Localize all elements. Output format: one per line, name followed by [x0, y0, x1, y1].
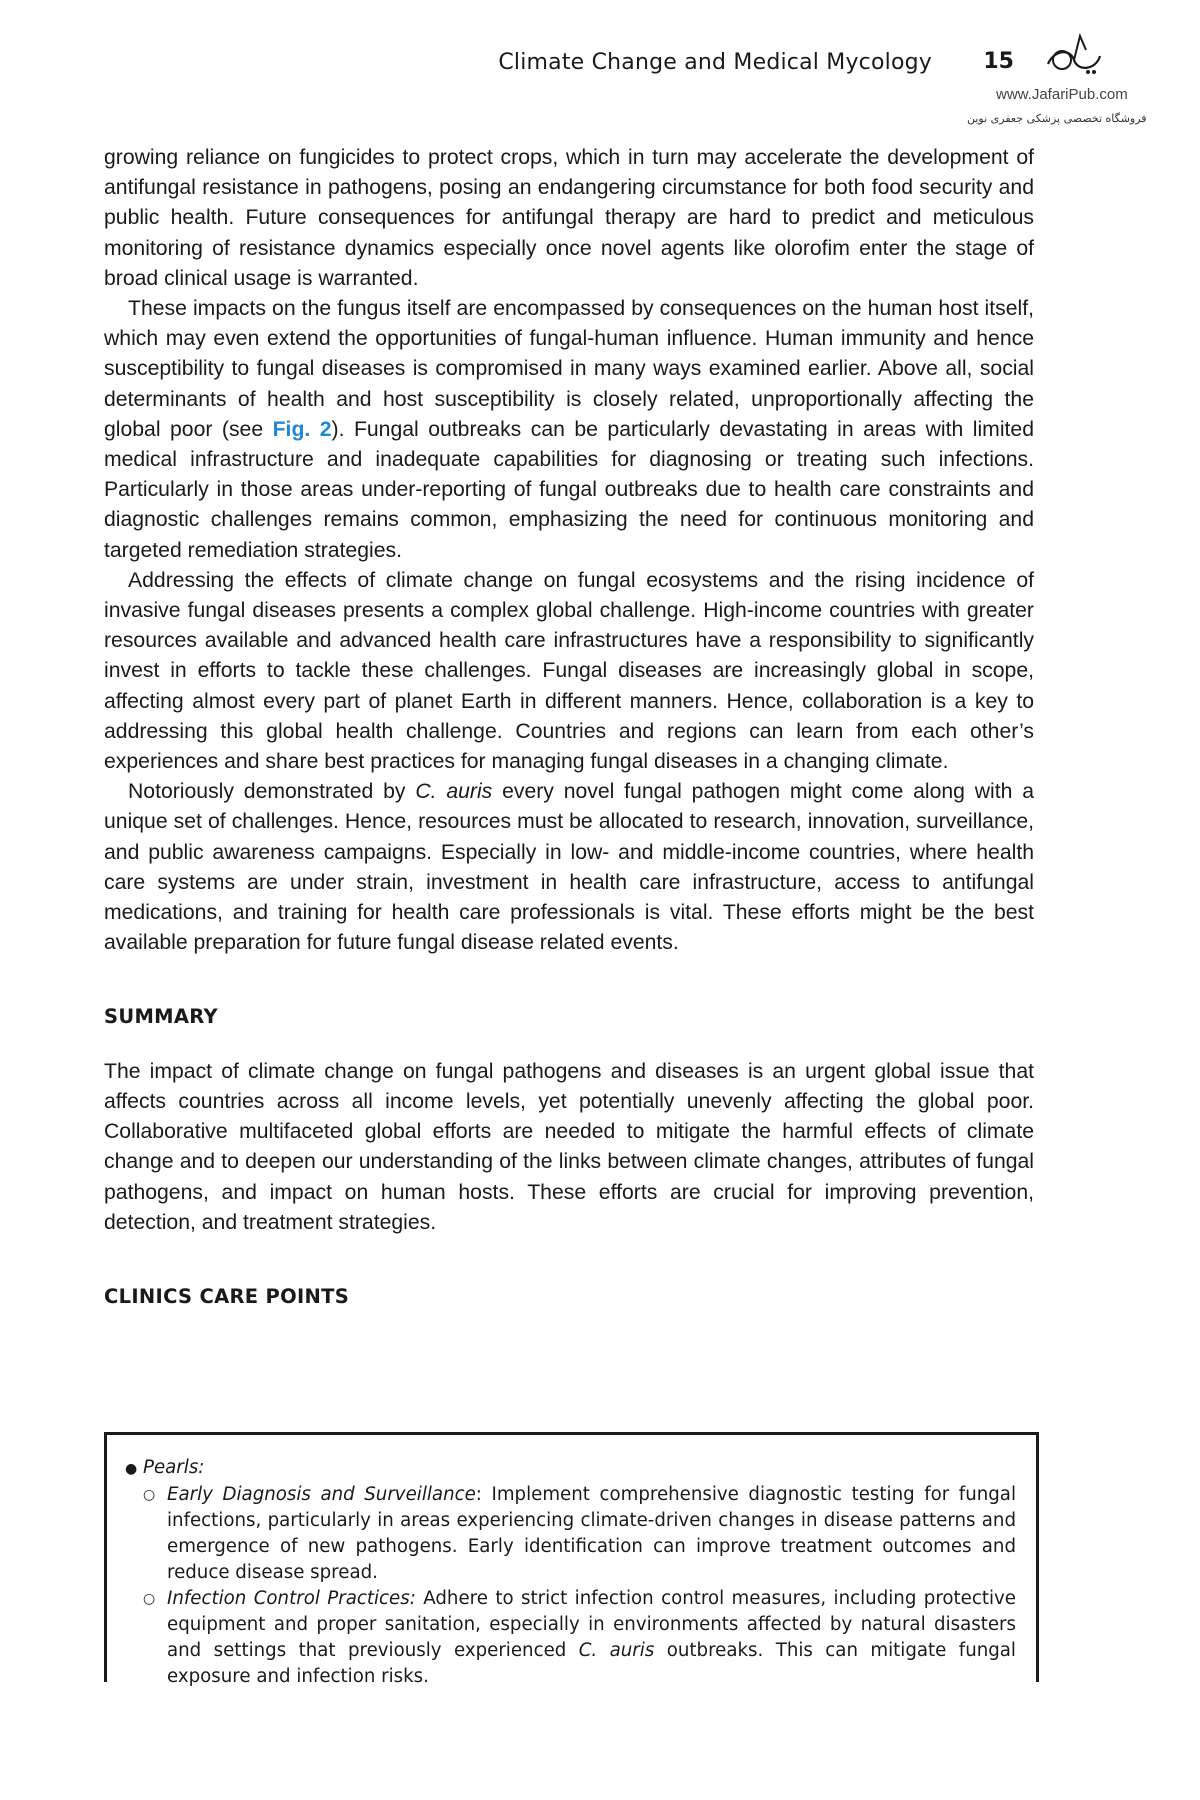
paragraph-text: ). Fungal outbreaks can be particularly devastating in areas with limited medical infrastructure and inadequate capabilities for diagnosing or treating such infections. Particularly in those areas under-reporting of fungal outbreaks due to health care constraints and diagnostic challenges remains common, emphasizing the need for continuous monitoring and targeted remediation strategies.: [104, 417, 1034, 562]
paragraph: [104, 294, 1034, 566]
hollow-circle-bullet-icon: ○: [143, 1487, 156, 1503]
list-item-body: Adhere to strict infection control measures, including protective equipment and proper sanitation, especially in environments affected by natural disasters and settings that previously experienced: [167, 1588, 1016, 1661]
list-item-title: Early Diagnosis and Surveillance: [167, 1484, 476, 1505]
figure-link[interactable]: Fig. 2: [272, 417, 332, 441]
care-points-heading: CLINICS CARE POINTS: [104, 1284, 350, 1308]
jafari-pub-logo-icon: [1040, 20, 1110, 84]
list-item-title: Infection Control Practices:: [167, 1588, 416, 1609]
species-name: C. auris: [578, 1640, 655, 1661]
species-name: C. auris: [415, 780, 493, 804]
running-title: Climate Change and Medical Mycology: [498, 50, 932, 75]
filled-circle-bullet-icon: ●: [125, 1461, 138, 1477]
paragraph-text: These impacts on the fungus itself are encompassed by consequences on the human host itself, which may even extend the opportunities of fungal-human influence. Human immunity and hence susceptibility to fungal diseases is compromised in many ways examined earlier. Above all, social determinants of health and host susceptibility is closely related, unproportionally affecting the global poor (see: [104, 297, 1034, 441]
list-item: [143, 1586, 1016, 1690]
paragraph-text: every novel fungal pathogen might come along with a unique set of challenges. Hence, resources must be allocated to research, innovation, surveillance, and public awareness campaigns. Especially in low- and middle-income countries, where health care systems are under strain, investment in health care infrastructure, access to antifungal medications, and training for health care professionals is vital. These efforts might be the best available preparation for future fungal disease related events.: [104, 780, 1035, 955]
watermark-persian: فروشگاه تخصصی پزشکی جعفری نوین: [967, 112, 1147, 125]
summary-paragraph: The impact of climate change on fungal pathogens and diseases is an urgent global issue that affects countries across all income levels, yet potentially unevenly affecting the global poor. Collaborative multifaceted global efforts are needed to mitigate the harmful effects of climate change and to deepen our understanding of the links between climate changes, attributes of fungal pathogens, and impact on human hosts. These efforts are crucial for improving prevention, detection, and treatment strategies.: [104, 1059, 1034, 1234]
summary-heading: SUMMARY: [104, 1005, 218, 1029]
pearls-bullet: [125, 1455, 1016, 1482]
paragraph: growing reliance on fungicides to protect crops, which in turn may accelerate the development of antifungal resistance in pathogens, posing an endangering circumstance for both food security and public health. Future consequences for antifungal therapy are hard to predict and meticulous monitoring of resistance dynamics especially once novel agents like olorofim enter the stage of broad clinical usage is warranted.: [104, 146, 1034, 290]
article-body: [104, 143, 1034, 1348]
list-item: [143, 1482, 1016, 1586]
care-points-box: [104, 1432, 1039, 1687]
list-item-text: [167, 1482, 1016, 1586]
hollow-circle-bullet-icon: ○: [143, 1591, 156, 1607]
watermark-url: www.JafariPub.com: [996, 86, 1128, 103]
pearls-label: Pearls:: [143, 1457, 205, 1478]
page-number: 15: [983, 49, 1014, 74]
paragraph-text: Notoriously demonstrated by: [128, 780, 416, 804]
paragraph: Addressing the effects of climate change on fungal ecosystems and the rising incidence of invasive fungal diseases presents a complex global challenge. High-income countries with greater resources available and advanced health care infrastructures have a responsibility to significantly invest in efforts to tackle these challenges. Fungal diseases are increasingly global in scope, affecting almost every part of planet Earth in different manners. Hence, collaboration is a key to addressing this global health challenge. Countries and regions can learn from each other’s experiences and share best practices for managing fungal diseases in a changing climate.: [104, 568, 1034, 774]
list-item-body: outbreaks. This can mitigate fungal exposure and infection risks.: [167, 1640, 1016, 1687]
list-item-body: : Implement comprehensive diagnostic testing for fungal infections, particularly in areas experiencing climate-driven changes in disease patterns and emergence of new pathogens. Early identification can improve treatment outcomes and reduce disease spread.: [167, 1484, 1016, 1583]
list-item-text: [167, 1586, 1016, 1690]
running-header: [498, 46, 1030, 86]
paragraph: [104, 777, 1034, 958]
pearls-list: [143, 1482, 1016, 1690]
